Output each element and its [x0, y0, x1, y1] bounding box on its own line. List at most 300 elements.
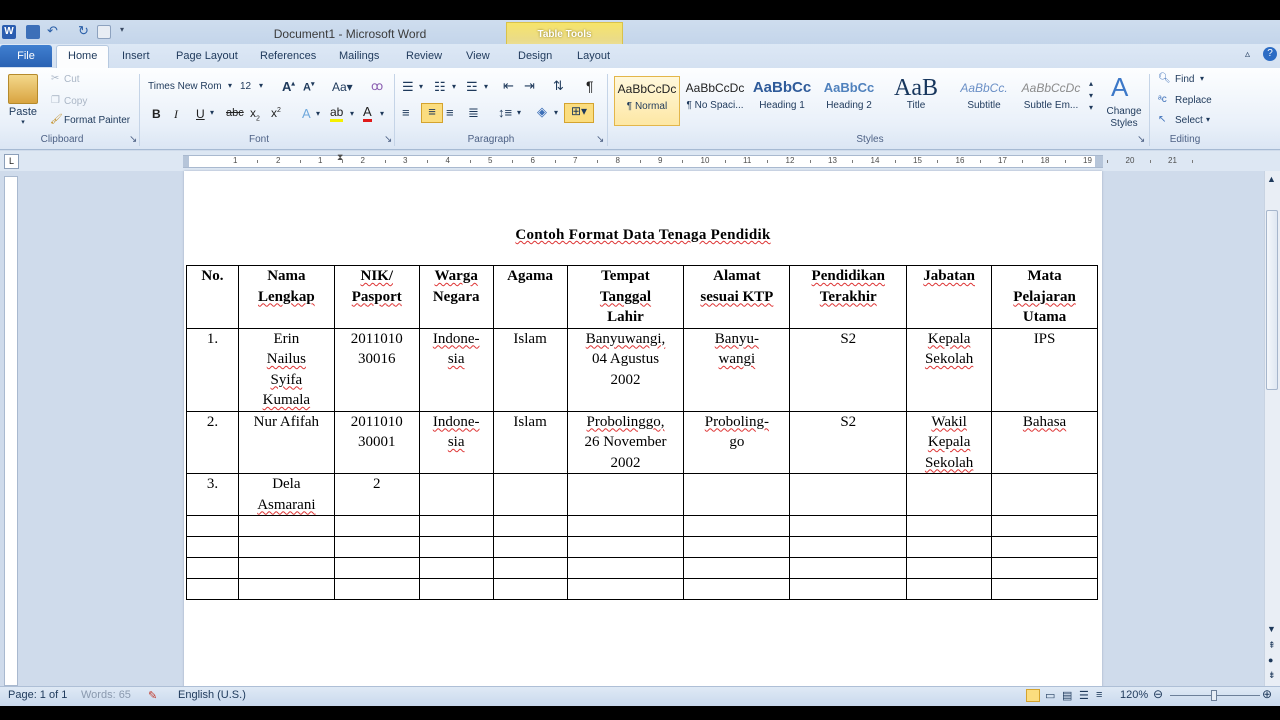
style-subtitle[interactable]: [951, 76, 1017, 126]
style-normal[interactable]: [614, 76, 680, 126]
bullets-dropdown-icon[interactable]: ▾: [419, 82, 424, 91]
table-cell[interactable]: [334, 537, 419, 558]
table-cell[interactable]: [907, 579, 992, 600]
copy-button[interactable]: Copy: [64, 96, 88, 107]
table-header-cell[interactable]: [790, 266, 907, 329]
table-cell[interactable]: [790, 579, 907, 600]
multilevel-list-icon[interactable]: ☲: [466, 79, 478, 94]
style-heading-2[interactable]: [816, 76, 882, 126]
justify-icon[interactable]: ≣: [468, 105, 479, 120]
zoom-in-icon[interactable]: ⊕: [1262, 687, 1273, 701]
table-cell[interactable]: [334, 579, 419, 600]
ruler-tick: [427, 160, 428, 163]
table-cell[interactable]: [567, 558, 684, 579]
ruler-tick: [385, 160, 386, 163]
table-cell[interactable]: [493, 474, 567, 516]
table-header-cell[interactable]: [684, 266, 790, 329]
cell-line: Pasport: [351, 288, 402, 305]
numbering-icon[interactable]: ☷: [434, 79, 446, 94]
borders-icon[interactable]: ⊞▾: [564, 103, 594, 123]
zoom-slider-thumb[interactable]: [1211, 690, 1217, 701]
ruler-number: 2: [360, 156, 365, 165]
table-cell[interactable]: [493, 537, 567, 558]
paragraph-group-label: Paragraph: [467, 134, 515, 145]
undo-icon[interactable]: ↶: [47, 23, 58, 38]
change-styles-icon: A: [1111, 72, 1129, 102]
word-app-icon[interactable]: W: [2, 25, 16, 39]
ruler-tick: [895, 160, 896, 163]
table-header-row: [187, 266, 1098, 329]
scroll-up-icon[interactable]: ▲: [1267, 174, 1276, 184]
next-page-icon[interactable]: ⇟: [1268, 670, 1276, 680]
table-cell[interactable]: [419, 558, 493, 579]
underline-dropdown-icon[interactable]: ▾: [210, 108, 215, 117]
replace-icon: ᵃc: [1158, 94, 1167, 105]
cell-line: 2002: [610, 371, 641, 388]
ruler-tick: [725, 160, 726, 163]
ruler-tick: [640, 160, 641, 163]
paste-button[interactable]: Paste: [8, 106, 38, 118]
page-count[interactable]: Page: 1 of 1: [8, 689, 68, 701]
multilevel-dropdown-icon[interactable]: ▾: [484, 82, 489, 91]
cell-line: Probolinggo,: [586, 413, 665, 430]
empty-table-row: [187, 537, 1098, 558]
numbering-dropdown-icon[interactable]: ▾: [452, 82, 457, 91]
paste-dropdown-icon[interactable]: ▾: [21, 119, 25, 126]
ruler-number: 13: [828, 156, 837, 165]
ruler-tick: [980, 160, 981, 163]
cell-line: Syifa: [270, 371, 303, 388]
style-label: ¶ No Spaci...: [686, 100, 744, 111]
help-icon[interactable]: ?: [1263, 47, 1277, 61]
ruler-tick: [300, 160, 301, 163]
ruler-tick: [767, 160, 768, 163]
cell-line: Asmarani: [257, 496, 316, 513]
align-center-icon[interactable]: ≡: [421, 103, 443, 123]
screen-top-border: [0, 0, 1280, 20]
previous-page-icon[interactable]: ⇞: [1268, 640, 1276, 650]
table-cell[interactable]: [992, 411, 1098, 474]
table-cell[interactable]: [992, 516, 1098, 537]
table-cell[interactable]: [790, 328, 907, 411]
cell-line: Wakil: [931, 413, 967, 430]
cell-line: Kepala: [927, 434, 971, 450]
font-size-select[interactable]: 12: [240, 81, 252, 92]
tab-references[interactable]: References: [260, 50, 317, 62]
strikethrough-icon[interactable]: abc: [226, 107, 244, 119]
table-cell[interactable]: [238, 537, 334, 558]
ruler-tick: [1150, 160, 1151, 163]
style-label: Subtle Em...: [1023, 100, 1079, 111]
style-preview: AaBbCcDc: [617, 82, 677, 96]
outline-icon[interactable]: ☰: [1079, 690, 1089, 702]
cell-line: 2011010: [350, 330, 403, 347]
tab-page-layout[interactable]: Page Layout: [176, 50, 238, 62]
table-cell[interactable]: [992, 474, 1098, 516]
table-cell[interactable]: [907, 474, 992, 516]
table-cell[interactable]: [790, 537, 907, 558]
superscript-icon[interactable]: $x^2$: [271, 106, 281, 120]
ruler-number: 8: [615, 156, 620, 165]
select-browse-object-icon[interactable]: ●: [1268, 655, 1274, 665]
table-cell[interactable]: [907, 328, 992, 411]
tab-file[interactable]: File: [0, 45, 52, 67]
clipboard-icon: [8, 74, 38, 104]
cell-line: 1.: [206, 330, 219, 347]
cell-line: S2: [840, 330, 857, 347]
cell-line: go: [729, 434, 745, 450]
ruler-number: 14: [870, 156, 880, 165]
redo-icon[interactable]: ↻: [78, 23, 89, 38]
customize-qat-icon[interactable]: ▾: [120, 25, 125, 34]
ruler-number: 5: [488, 156, 493, 165]
ruler-number: 17: [998, 156, 1007, 165]
cell-line: Nama: [267, 268, 306, 284]
grow-font-icon[interactable]: A▴: [282, 79, 295, 94]
ruler-tick: [682, 160, 683, 163]
table-header-cell[interactable]: [334, 266, 419, 329]
table-cell[interactable]: [790, 411, 907, 474]
zoom-level[interactable]: 120%: [1120, 689, 1149, 701]
cell-line: Negara: [432, 288, 480, 305]
table-cell[interactable]: [238, 579, 334, 600]
zoom-out-icon[interactable]: ⊖: [1153, 687, 1164, 701]
table-cell[interactable]: [907, 558, 992, 579]
select-dropdown-icon[interactable]: ▾: [1206, 115, 1211, 124]
ruler-number: 21: [1168, 156, 1177, 165]
select-button[interactable]: Select: [1175, 115, 1203, 126]
style-preview: AaBbCc: [823, 80, 875, 95]
font-color-dropdown-icon[interactable]: ▾: [380, 109, 385, 118]
table-cell[interactable]: [567, 474, 684, 516]
format-painter-icon: 🖌: [50, 114, 63, 125]
clipboard-group-label: Clipboard: [40, 134, 84, 145]
table-header-cell[interactable]: [567, 266, 684, 329]
table-cell[interactable]: [187, 474, 239, 516]
cell-line: Erin: [273, 330, 300, 347]
cell-line: Terakhir: [819, 288, 877, 305]
web-layout-icon[interactable]: ▤: [1062, 690, 1073, 702]
table-cell[interactable]: [493, 411, 567, 474]
shading-icon[interactable]: ◈: [537, 104, 547, 119]
change-case-icon[interactable]: Aa▾: [332, 80, 353, 94]
scroll-down-icon[interactable]: ▼: [1267, 624, 1276, 634]
cut-icon: ✂: [51, 73, 60, 84]
ruler-number: 4: [445, 156, 450, 165]
table-cell[interactable]: [684, 474, 790, 516]
style-no-spacing[interactable]: [682, 76, 748, 126]
decrease-indent-icon[interactable]: ⇤: [503, 78, 514, 93]
table-cell[interactable]: [567, 579, 684, 600]
table-header-cell[interactable]: [419, 266, 493, 329]
table-cell[interactable]: [493, 579, 567, 600]
find-dropdown-icon[interactable]: ▾: [1200, 74, 1205, 83]
find-button[interactable]: Find: [1175, 74, 1195, 85]
line-spacing-icon[interactable]: ↕≡: [498, 105, 513, 120]
style-preview: AaBbCc.: [960, 81, 1008, 95]
table-cell[interactable]: [992, 558, 1098, 579]
font-group-label: Font: [248, 134, 269, 145]
proofing-icon[interactable]: ✎: [148, 690, 158, 702]
styles-group-label: Styles: [856, 134, 884, 145]
cell-line: Lahir: [607, 309, 644, 325]
shrink-font-icon[interactable]: A▾: [303, 81, 315, 94]
table-cell[interactable]: [684, 411, 790, 474]
group-separator: [607, 74, 608, 146]
table-cell[interactable]: [419, 474, 493, 516]
ruler-left-margin: [183, 156, 189, 167]
document-title[interactable]: [184, 227, 1102, 244]
font-name-dropdown-icon[interactable]: ▾: [228, 81, 233, 90]
style-label: Subtitle: [967, 100, 1001, 111]
ruler-tick: [810, 160, 811, 163]
cell-line: Banyu-: [714, 330, 759, 347]
style-heading-1[interactable]: [749, 76, 815, 126]
table-cell[interactable]: [419, 537, 493, 558]
cell-line: wangi: [718, 351, 756, 367]
empty-table-row: [187, 579, 1098, 600]
tab-layout[interactable]: Layout: [577, 50, 611, 62]
table-cell[interactable]: [684, 328, 790, 411]
draft-icon[interactable]: ≡: [1096, 689, 1103, 701]
scrollbar-thumb[interactable]: [1266, 210, 1278, 390]
table-cell[interactable]: [790, 558, 907, 579]
table-cell[interactable]: [992, 579, 1098, 600]
cell-line: Bahasa: [1022, 413, 1067, 430]
window-title: Document1 - Microsoft Word: [273, 27, 427, 41]
replace-button[interactable]: Replace: [1175, 95, 1212, 106]
table-cell[interactable]: [238, 516, 334, 537]
font-color-icon[interactable]: A: [363, 104, 372, 122]
increase-indent-icon[interactable]: ⇥: [524, 78, 535, 93]
table-cell[interactable]: [419, 328, 493, 411]
text-effects-icon[interactable]: A: [302, 106, 311, 121]
ruler-number: 19: [1083, 156, 1092, 165]
ruler-tick: [937, 160, 938, 163]
table-header-cell[interactable]: [238, 266, 334, 329]
table-cell[interactable]: [238, 558, 334, 579]
table-cell[interactable]: [187, 516, 239, 537]
clipboard-launcher-icon[interactable]: ↘: [129, 134, 138, 145]
table-cell[interactable]: [334, 558, 419, 579]
table-cell[interactable]: [238, 474, 334, 516]
ruler-tick: [852, 160, 853, 163]
cell-line: Jabatan: [923, 268, 975, 284]
table-cell[interactable]: [907, 537, 992, 558]
cell-line: Tanggal: [599, 288, 652, 305]
cell-line: Warga: [434, 268, 478, 284]
shading-dropdown-icon[interactable]: ▾: [554, 108, 559, 117]
data-table[interactable]: [186, 265, 1098, 600]
change-styles-button[interactable]: Change Styles: [1106, 106, 1142, 129]
font-name-select[interactable]: Times New Rom: [148, 81, 222, 92]
cell-line: Agama: [507, 268, 553, 284]
sort-icon[interactable]: ⇅: [553, 78, 564, 93]
table-cell[interactable]: [238, 328, 334, 411]
style-label: Heading 1: [759, 100, 805, 111]
table-cell[interactable]: [187, 579, 239, 600]
print-layout-icon[interactable]: [1026, 689, 1040, 702]
cell-line: Alamat: [713, 268, 761, 284]
cell-line: Sekolah: [924, 351, 974, 367]
bold-icon[interactable]: B: [152, 107, 161, 121]
ruler-number: 15: [913, 156, 922, 165]
cell-line: NIK/: [360, 268, 393, 284]
table-cell[interactable]: [684, 537, 790, 558]
cell-line: Pelajaran: [1013, 288, 1076, 305]
table-row: [187, 474, 1098, 516]
table-cell[interactable]: [334, 474, 419, 516]
ruler-number: 2: [276, 156, 281, 165]
font-launcher-icon[interactable]: ↘: [384, 134, 393, 145]
table-cell[interactable]: [493, 558, 567, 579]
table-cell[interactable]: [567, 516, 684, 537]
table-cell[interactable]: [493, 516, 567, 537]
cell-line: Tempat: [601, 268, 650, 284]
group-separator: [1149, 74, 1150, 146]
style-label: Title: [906, 100, 926, 111]
text-effects-dropdown-icon[interactable]: ▾: [316, 109, 321, 118]
tab-view[interactable]: View: [466, 50, 490, 62]
group-separator: [394, 74, 395, 146]
styles-scroll-icon[interactable]: ▴ ▾ ▾: [1089, 79, 1094, 112]
align-left-icon[interactable]: ≡: [402, 105, 410, 120]
cell-line: sia: [447, 351, 465, 367]
cell-line: Nur Afifah: [253, 413, 320, 430]
table-cell[interactable]: [567, 328, 684, 411]
italic-icon[interactable]: I: [174, 107, 178, 121]
tab-review[interactable]: Review: [406, 50, 443, 62]
table-body: [187, 328, 1098, 600]
indent-marker-icon[interactable]: ⧗: [337, 152, 344, 162]
tab-mailings[interactable]: Mailings: [339, 50, 380, 62]
table-cell[interactable]: [992, 328, 1098, 411]
table-cell[interactable]: [790, 474, 907, 516]
cell-line: Sekolah: [924, 454, 974, 471]
editing-group-label: Editing: [1169, 134, 1201, 145]
table-cell[interactable]: [567, 537, 684, 558]
style-label: ¶ Normal: [626, 101, 668, 112]
align-right-icon[interactable]: ≡: [446, 105, 454, 120]
table-cell[interactable]: [493, 328, 567, 411]
tab-design[interactable]: Design: [518, 50, 553, 62]
table-cell[interactable]: [238, 411, 334, 474]
table-cell[interactable]: [992, 537, 1098, 558]
format-painter-button[interactable]: Format Painter: [64, 115, 131, 126]
highlight-icon[interactable]: ab: [330, 105, 343, 122]
cell-line: IPS: [1033, 330, 1056, 347]
style-preview: AaB: [894, 76, 938, 100]
full-screen-reading-icon[interactable]: ▭: [1045, 690, 1056, 702]
table-cell[interactable]: [907, 411, 992, 474]
table-cell[interactable]: [790, 516, 907, 537]
vertical-ruler[interactable]: [4, 176, 18, 686]
ruler-number: 6: [530, 156, 535, 165]
ruler-number: 1: [318, 156, 323, 165]
ruler-tick: [1065, 160, 1066, 163]
tab-home[interactable]: Home: [68, 50, 98, 62]
clear-formatting-icon[interactable]: ꝏ: [371, 79, 384, 93]
paragraph-launcher-icon[interactable]: ↘: [596, 134, 605, 145]
table-cell[interactable]: [187, 537, 239, 558]
table-cell[interactable]: [334, 411, 419, 474]
table-cell[interactable]: [419, 579, 493, 600]
table-header-cell[interactable]: [992, 266, 1098, 329]
table-cell[interactable]: [187, 411, 239, 474]
cell-line: No.: [201, 268, 224, 284]
table-row: [187, 328, 1098, 411]
find-icon: 🔍︎: [1158, 73, 1171, 84]
document-title-text: Contoh Format Data Tenaga Pendidik: [515, 227, 771, 243]
table-cell[interactable]: [684, 516, 790, 537]
cell-line: Proboling-: [704, 413, 769, 430]
minimize-ribbon-icon[interactable]: ▵: [1245, 49, 1251, 60]
style-title[interactable]: [883, 76, 949, 126]
empty-table-row: [187, 516, 1098, 537]
table-cell[interactable]: [187, 558, 239, 579]
cell-line: sesuai KTP: [700, 288, 774, 305]
word-count[interactable]: Words: 65: [81, 689, 131, 701]
tab-selector-icon[interactable]: L: [4, 154, 19, 169]
table-tools-label: Table Tools: [537, 29, 592, 40]
table-cell[interactable]: [419, 411, 493, 474]
table-cell[interactable]: [187, 328, 239, 411]
table-header-cell[interactable]: [493, 266, 567, 329]
copy-icon: ❐: [51, 95, 60, 106]
ruler-tick: [1022, 160, 1023, 163]
table-row: [187, 411, 1098, 474]
subscript-icon[interactable]: $x_2$: [250, 106, 260, 123]
cell-line: 2.: [206, 413, 219, 430]
table-cell[interactable]: [907, 516, 992, 537]
ruler-tick: [257, 160, 258, 163]
language-status[interactable]: English (U.S.): [178, 689, 246, 701]
ruler-number: 1: [233, 156, 238, 165]
cell-line: Lengkap: [258, 288, 315, 305]
ruler-right-margin: [1095, 156, 1103, 167]
ruler-number: 7: [573, 156, 578, 165]
underline-icon[interactable]: U: [196, 107, 205, 121]
table-cell[interactable]: [419, 516, 493, 537]
style-preview: AaBbCcDc: [685, 81, 745, 95]
line-spacing-dropdown-icon[interactable]: ▾: [517, 108, 522, 117]
show-hide-icon[interactable]: ¶: [586, 78, 594, 94]
tab-insert[interactable]: Insert: [122, 50, 150, 62]
ruler-number: 18: [1040, 156, 1050, 165]
ruler-number: 11: [743, 156, 752, 165]
table-cell[interactable]: [334, 328, 419, 411]
style-subtle-emphasis[interactable]: [1018, 76, 1084, 126]
table-header-cell[interactable]: [187, 266, 239, 329]
cut-button[interactable]: Cut: [64, 74, 80, 85]
table-cell[interactable]: [567, 411, 684, 474]
styles-launcher-icon[interactable]: ↘: [1137, 134, 1146, 145]
ruler-number: 20: [1125, 156, 1135, 165]
cell-line: 2011010: [350, 413, 403, 430]
ruler-number: 10: [700, 156, 710, 165]
table-cell[interactable]: [684, 558, 790, 579]
bullets-icon[interactable]: ☰: [402, 79, 414, 94]
table-cell[interactable]: [684, 579, 790, 600]
cell-line: S2: [840, 413, 857, 430]
highlight-dropdown-icon[interactable]: ▾: [350, 109, 355, 118]
font-size-dropdown-icon[interactable]: ▾: [259, 81, 264, 90]
cell-line: Nailus: [266, 351, 306, 367]
ruler-tick: [470, 160, 471, 163]
cell-line: Islam: [513, 413, 547, 430]
table-header-cell[interactable]: [907, 266, 992, 329]
table-cell[interactable]: [334, 516, 419, 537]
